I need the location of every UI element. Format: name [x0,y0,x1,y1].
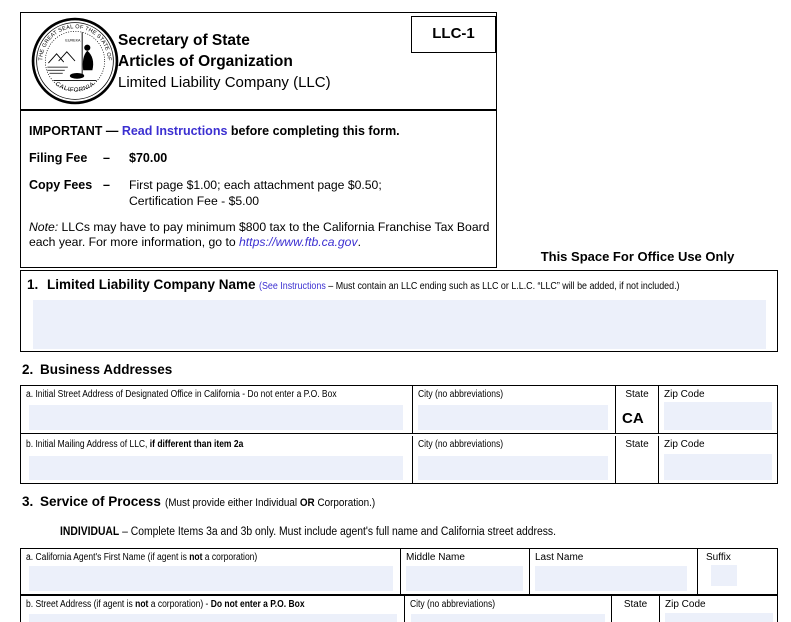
cell-2a-zip [659,386,776,433]
label-3b-city: City (no abbreviations) [410,599,496,610]
s3a-suffix-field[interactable] [711,565,737,586]
section2-number: 2. [22,362,34,377]
office-use-heading: This Space For Office Use Only [540,249,735,264]
ftb-link[interactable]: https://www.ftb.ca.gov [239,235,358,249]
s3b-street-field[interactable] [29,614,397,622]
cell-2b-street [21,436,413,484]
agent-name-table [20,548,778,595]
label-2a-zip: Zip Code [664,389,705,400]
s3b-city-field[interactable] [411,614,605,622]
s2a-state-value: CA [622,410,644,427]
copy-fees-line2: Certification Fee - $5.00 [129,193,260,208]
important-line [29,124,490,138]
section1-number: 1. [27,277,39,292]
s2a-city-field[interactable] [418,405,608,430]
s3b-zip-field[interactable] [665,613,773,622]
copy-fees-row [29,178,490,209]
label-3a-suffix: Suffix [706,552,731,563]
filing-fee-label: Filing Fee [29,151,88,165]
s2a-zip-field[interactable] [664,402,772,430]
note-label: Note: [29,220,59,234]
note-body: LLCs may have to pay minimum $800 tax to the California Franchise Tax Board each year. For more information, go to [29,220,490,249]
section3-number: 3. [22,494,34,509]
cell-3a-first [21,549,401,594]
label-2b-street: b. Initial Mailing Address of LLC, if different than item 2a [26,438,244,450]
cell-2a-state [616,386,659,433]
cell-2b-zip [659,436,776,484]
seal-bottom-text: CALIFORNIA [53,80,97,94]
individual-instruction: INDIVIDUAL – Complete Items 3a and 3b only. Must include agent's full name and California street address. [60,526,556,538]
row-3a [21,549,777,594]
copy-fees-label: Copy Fees [29,178,93,192]
business-addresses-table [20,385,778,484]
section3-title: Service of Process [40,494,161,509]
s2a-street-field[interactable] [29,405,403,430]
section3-heading [22,494,398,509]
label-3a-last: Last Name [535,552,584,563]
form-title: Articles of Organization [118,53,293,70]
copy-fees-dash: – [103,178,110,192]
section2-heading [22,362,172,377]
row-2a [21,386,777,434]
s2b-city-field[interactable] [418,456,608,480]
s3a-last-name-field[interactable] [535,566,687,591]
california-state-seal-icon [31,17,119,105]
see-instructions-link[interactable]: (See Instructions [259,281,327,292]
label-2a-street: a. Initial Street Address of Designated Office in California - Do not enter a P.O. Box [26,389,337,400]
cell-3b-zip [660,596,776,622]
s3a-middle-name-field[interactable] [406,566,523,591]
form-agency: Secretary of State [118,32,250,49]
cell-2b-city [413,436,616,484]
cell-2b-state [616,436,659,484]
note-period: . [357,235,361,249]
label-3b-street: b. Street Address (if agent is not a corporation) - Do not enter a P.O. Box [26,599,305,610]
cell-3a-middle [401,549,530,594]
form-number-box [411,16,496,53]
important-rest: before completing this form. [230,124,400,138]
filing-fee-value: $70.00 [129,151,168,165]
label-2a-state: State [625,389,649,400]
agent-address-table [20,595,778,622]
section1-box [20,270,778,352]
seal-top-text: THE GREAT SEAL OF THE STATE OF [38,24,112,61]
cell-2a-street [21,386,413,433]
section1-hint [259,281,680,292]
filing-fee-row [29,151,490,165]
label-2b-state: State [625,438,649,450]
copy-fees-line1: First page $1.00; each attachment page $0.50; [129,178,382,192]
label-2b-city: City (no abbreviations) [418,438,504,450]
form-subtitle: Limited Liability Company (LLC) [118,74,331,91]
s3a-first-name-field[interactable] [29,566,393,591]
cell-3b-street [21,596,405,622]
llc-name-field[interactable] [33,300,766,349]
seal-motto-text: EUREKA [65,38,81,43]
section2-title: Business Addresses [40,362,173,377]
important-label: IMPORTANT — [29,124,119,138]
section1-hint-rest: – Must contain an LLC ending such as LLC or L.L.C. “LLC” will be added, if not included.) [328,281,680,292]
section3-hint: (Must provide either Individual OR Corporation.) [164,497,375,509]
s2b-street-field[interactable] [29,456,403,480]
s2b-zip-field[interactable] [664,454,772,480]
section1-title: Limited Liability Company Name [47,277,256,292]
filing-fee-dash: – [103,151,110,165]
individual-label: INDIVIDUAL [60,526,120,538]
cell-2a-city [413,386,616,433]
label-2b-zip: Zip Code [664,438,705,450]
row-2b [21,436,777,484]
read-instructions-link[interactable]: Read Instructions [121,124,228,138]
cell-3b-city [405,596,612,622]
label-2a-city: City (no abbreviations) [418,389,504,400]
row-3b [21,596,777,622]
label-3b-state: State [623,599,648,610]
label-3a-first: a. California Agent's First Name (if agent is not a corporation) [26,552,258,563]
form-number: LLC-1 [432,25,475,42]
cell-3a-suffix [698,549,776,594]
label-3b-zip: Zip Code [665,599,706,610]
instructions-box [20,110,497,268]
label-3a-middle: Middle Name [406,552,465,563]
cell-3b-state [612,596,660,622]
cell-3a-last [530,549,698,594]
franchise-tax-note [29,220,493,250]
